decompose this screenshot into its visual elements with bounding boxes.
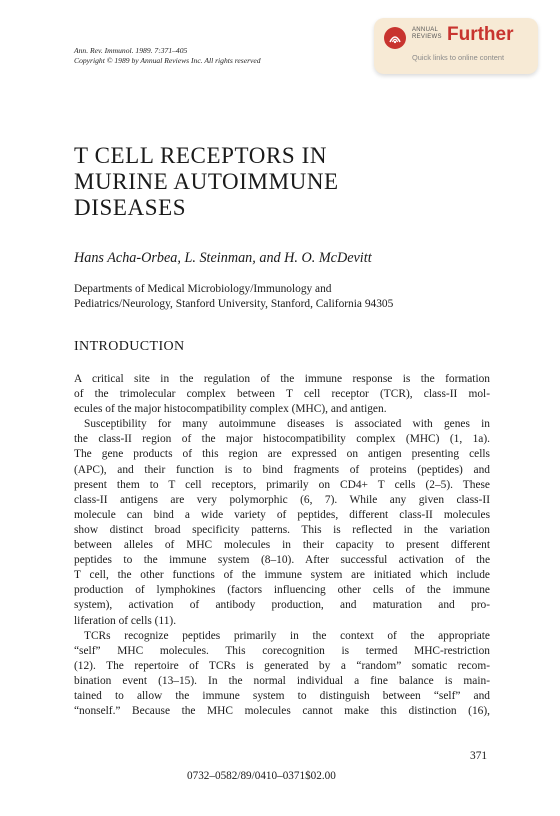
body-line: (12). The repertoire of TCRs is generated by a “random” somatic recom-	[74, 659, 490, 672]
copyright-line: Copyright © 1989 by Annual Reviews Inc. All rights reserved	[74, 56, 261, 65]
body-line: of the trimolecular complex between T cell receptor (TCR), class-II mol-	[74, 388, 490, 401]
body-line: show distinct broad specificity patterns. This is reflected in the variation	[74, 523, 490, 536]
badge-brand-line: REVIEWS	[412, 34, 442, 40]
badge-brand-line: ANNUAL	[412, 27, 439, 33]
body-line: liferation of cells (11).	[74, 614, 177, 627]
body-line: Susceptibility for many autoimmune diseases is associated with genes in	[84, 418, 490, 431]
article-title	[74, 143, 339, 221]
body-line: between alleles of MHC molecules in their capacity to present different	[74, 539, 490, 552]
badge-further-word: Further	[447, 24, 514, 45]
journal-citation	[74, 46, 261, 66]
body-line: bination event (13–15). In the normal individual a fine balance is main-	[74, 674, 490, 687]
body-line: “self” MHC molecules. This corecognition is termed MHC-restriction	[74, 644, 490, 657]
article-authors: Hans Acha-Orbea, L. Steinman, and H. O. McDevitt	[74, 250, 372, 266]
body-line: system), activation of antibody production, and maturation and pro-	[74, 599, 490, 612]
body-line: the class-II region of the major histocompatibility complex (MHC) (1, 1a).	[74, 433, 490, 446]
body-line: class-II antigens are very polymorphic (6, 7). While any given class-II	[74, 493, 490, 506]
title-line: T CELL RECEPTORS IN	[74, 143, 328, 168]
journal-citation-line: Ann. Rev. Immunol. 1989. 7:371–405	[74, 46, 188, 55]
annual-reviews-logo-icon	[384, 27, 406, 49]
body-line: molecule can bind a wide variety of peptides, different class-II molecules	[74, 508, 490, 521]
body-line: ecules of the major histocompatibility complex (MHC), and antigen.	[74, 403, 387, 416]
body-line: The gene products of this region are expressed on antigen presenting cells	[74, 448, 490, 461]
affiliation-line: Departments of Medical Microbiology/Immunology and	[74, 283, 332, 295]
body-line: (APC), and their function is to bind fragments of proteins (peptides) and	[74, 463, 490, 476]
badge-brand-text	[412, 27, 442, 41]
body-line: tained to allow the immune system to distinguish between “self” and	[74, 689, 490, 702]
body-line: TCRs recognize peptides primarily in the context of the appropriate	[84, 629, 490, 642]
page-number: 371	[470, 750, 488, 762]
body-line: production of lymphokines (factors influencing other cells of the immune	[74, 584, 490, 597]
body-line: T cell, the other functions of the immune system are initiated which include	[74, 569, 490, 582]
body-line: “nonself.” Because the MHC molecules cannot make this distinction (16),	[74, 705, 490, 718]
section-heading-introduction: INTRODUCTION	[74, 339, 185, 354]
title-line: MURINE AUTOIMMUNE	[74, 169, 339, 194]
affiliation-line: Pediatrics/Neurology, Stanford University, Stanford, California 94305	[74, 298, 394, 310]
author-affiliation	[74, 282, 393, 312]
title-line: DISEASES	[74, 195, 187, 220]
introduction-body	[74, 372, 490, 719]
article-price-code: 0732–0582/89/0410–0371$02.00	[187, 770, 336, 782]
body-line: A critical site in the regulation of the immune response is the formation	[74, 373, 490, 385]
annual-reviews-further-badge[interactable]	[374, 18, 538, 74]
body-line: peptides to the immune system (8–10). After successful activation of the	[74, 554, 490, 567]
badge-tagline[interactable]: Quick links to online content	[412, 53, 505, 62]
body-line: present them to T cell receptors, primarily on CD4+ T cells (2–5). These	[74, 478, 490, 491]
